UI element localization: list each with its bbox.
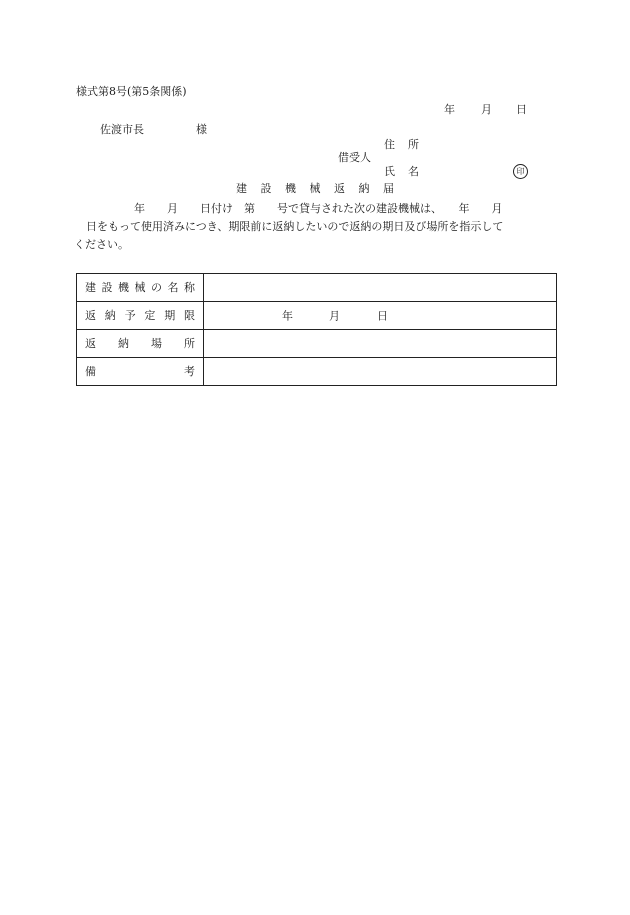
table-row (77, 302, 557, 330)
return-deadline-field[interactable] (204, 302, 557, 330)
table-row (77, 330, 557, 358)
title-char: 機 (285, 182, 296, 195)
form-number: 様式第8号(第5条関係) (76, 85, 187, 98)
body-line-2: 日をもって使用済みにつき、期限前に返納したいので返納の期日及び場所を指示して (86, 220, 504, 233)
label-char: 名 (167, 281, 179, 294)
borrower-role: 借受人 (338, 151, 371, 164)
label-char: 限 (183, 309, 195, 322)
deadline-year-label: 年 (282, 309, 293, 322)
machine-return-table (76, 273, 557, 386)
body-line-1: 年 月 日付け 第 号で貸与された次の建設機械は、 年 月 (134, 202, 503, 215)
title-char: 設 (260, 182, 272, 195)
date-day-label: 日 (516, 103, 527, 116)
row-label-machine-name (77, 274, 204, 302)
return-place-field[interactable] (204, 330, 557, 358)
addressee-name: 佐渡市長 (100, 123, 144, 136)
label-char: 設 (101, 281, 113, 294)
label-char: 納 (118, 337, 129, 350)
label-char: 定 (144, 309, 156, 322)
date-month-label: 月 (481, 103, 492, 116)
table-row (77, 358, 557, 386)
label-char: の (151, 281, 162, 294)
label-char: 場 (151, 337, 162, 350)
title-char: 届 (383, 182, 394, 195)
addressee-honorific: 様 (196, 123, 207, 136)
row-label-remarks (77, 358, 204, 386)
label-char: 械 (134, 281, 146, 294)
seal-mark-icon (513, 164, 528, 179)
label-char: 期 (164, 309, 176, 322)
deadline-day-label: 日 (377, 309, 388, 322)
table-row (77, 274, 557, 302)
label-char: 所 (184, 337, 195, 350)
row-label-return-place (77, 330, 204, 358)
address-label-2: 所 (408, 138, 419, 151)
machine-name-field[interactable] (204, 274, 557, 302)
seal-mark-text: 印 (513, 164, 528, 179)
label-char: 機 (118, 281, 129, 294)
label-char: 考 (184, 365, 195, 378)
title-char: 建 (236, 182, 247, 195)
body-paragraph (74, 200, 558, 254)
label-char: 返 (85, 337, 96, 350)
deadline-month-label: 月 (329, 309, 340, 322)
date-year-label: 年 (444, 103, 455, 116)
row-label-return-deadline (77, 302, 204, 330)
address-label-1: 住 (384, 138, 395, 151)
title-char: 械 (309, 182, 321, 195)
name-label-1: 氏 (384, 165, 395, 178)
label-char: 称 (184, 281, 195, 294)
remarks-field[interactable] (204, 358, 557, 386)
body-line-3: ください。 (74, 238, 129, 251)
document-title (236, 183, 394, 194)
label-char: 返 (85, 309, 96, 322)
label-char: 納 (104, 309, 116, 322)
title-char: 納 (358, 182, 370, 195)
label-char: 建 (85, 281, 96, 294)
label-char: 備 (85, 365, 96, 378)
label-char: 予 (124, 309, 136, 322)
title-char: 返 (334, 182, 345, 195)
name-label-2: 名 (408, 165, 419, 178)
